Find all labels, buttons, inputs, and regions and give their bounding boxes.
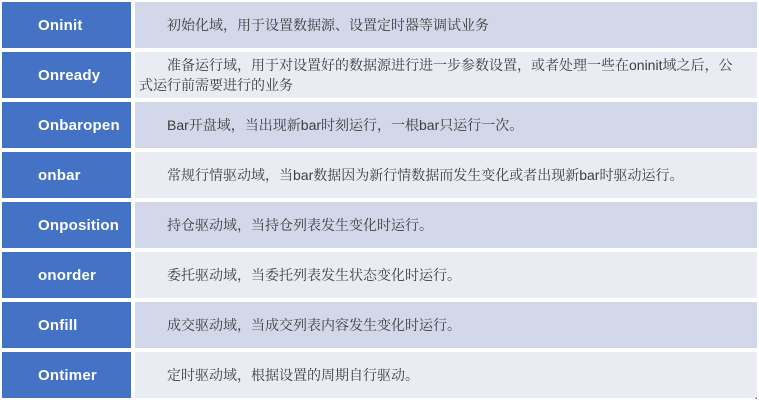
- domain-name-cell: [2, 352, 131, 398]
- domain-name-label: Oninit: [38, 16, 83, 34]
- domain-description-cell: [135, 202, 757, 248]
- domain-description-cell: [135, 102, 757, 148]
- domain-name-label: Ontimer: [38, 366, 97, 384]
- event-domains-table: [2, 2, 757, 398]
- domain-name-cell: [2, 252, 131, 298]
- domain-name-cell: [2, 102, 131, 148]
- domain-name-cell: [2, 52, 131, 98]
- domain-name-label: Onposition: [38, 216, 120, 234]
- domain-description-text: 初始化域，用于设置数据源、设置定时器等调试业务: [167, 17, 489, 33]
- domain-name-label: onbar: [38, 166, 81, 184]
- domain-description-cell: [135, 252, 757, 298]
- domain-name-label: onorder: [38, 266, 97, 284]
- domain-name-label: Onbaropen: [38, 116, 120, 134]
- domain-description-text: 持仓驱动域，当持仓列表发生变化时运行。: [167, 217, 433, 233]
- domain-name-cell: [2, 152, 131, 198]
- domain-description-text: 定时驱动域，根据设置的周期自行驱动。: [167, 367, 419, 383]
- domain-description-text: 成交驱动域，当成交列表内容发生变化时运行。: [167, 317, 461, 333]
- domain-description-text: 委托驱动域，当委托列表发生状态变化时运行。: [167, 267, 461, 283]
- domain-description-cell: [135, 52, 757, 98]
- stray-period: .: [754, 387, 758, 400]
- domain-name-cell: [2, 2, 131, 48]
- domain-name-label: Onfill: [38, 316, 78, 334]
- domain-name-cell: [2, 302, 131, 348]
- domain-description-text: 常规行情驱动域，当bar数据因为新行情数据而发生变化或者出现新bar时驱动运行。: [167, 167, 684, 183]
- domain-description-text: 准备运行域，用于对设置好的数据源进行进一步参数设置，或者处理一些在oninit域之后，公式运行前需要进行的业务: [139, 57, 733, 93]
- domain-description-cell: [135, 302, 757, 348]
- domain-description-cell: [135, 152, 757, 198]
- domain-description-text: Bar开盘域，当出现新bar时刻运行，一根bar只运行一次。: [167, 117, 524, 133]
- domain-description-cell: [135, 352, 757, 398]
- domain-name-cell: [2, 202, 131, 248]
- domain-name-label: Onready: [38, 66, 101, 84]
- domain-description-cell: [135, 2, 757, 48]
